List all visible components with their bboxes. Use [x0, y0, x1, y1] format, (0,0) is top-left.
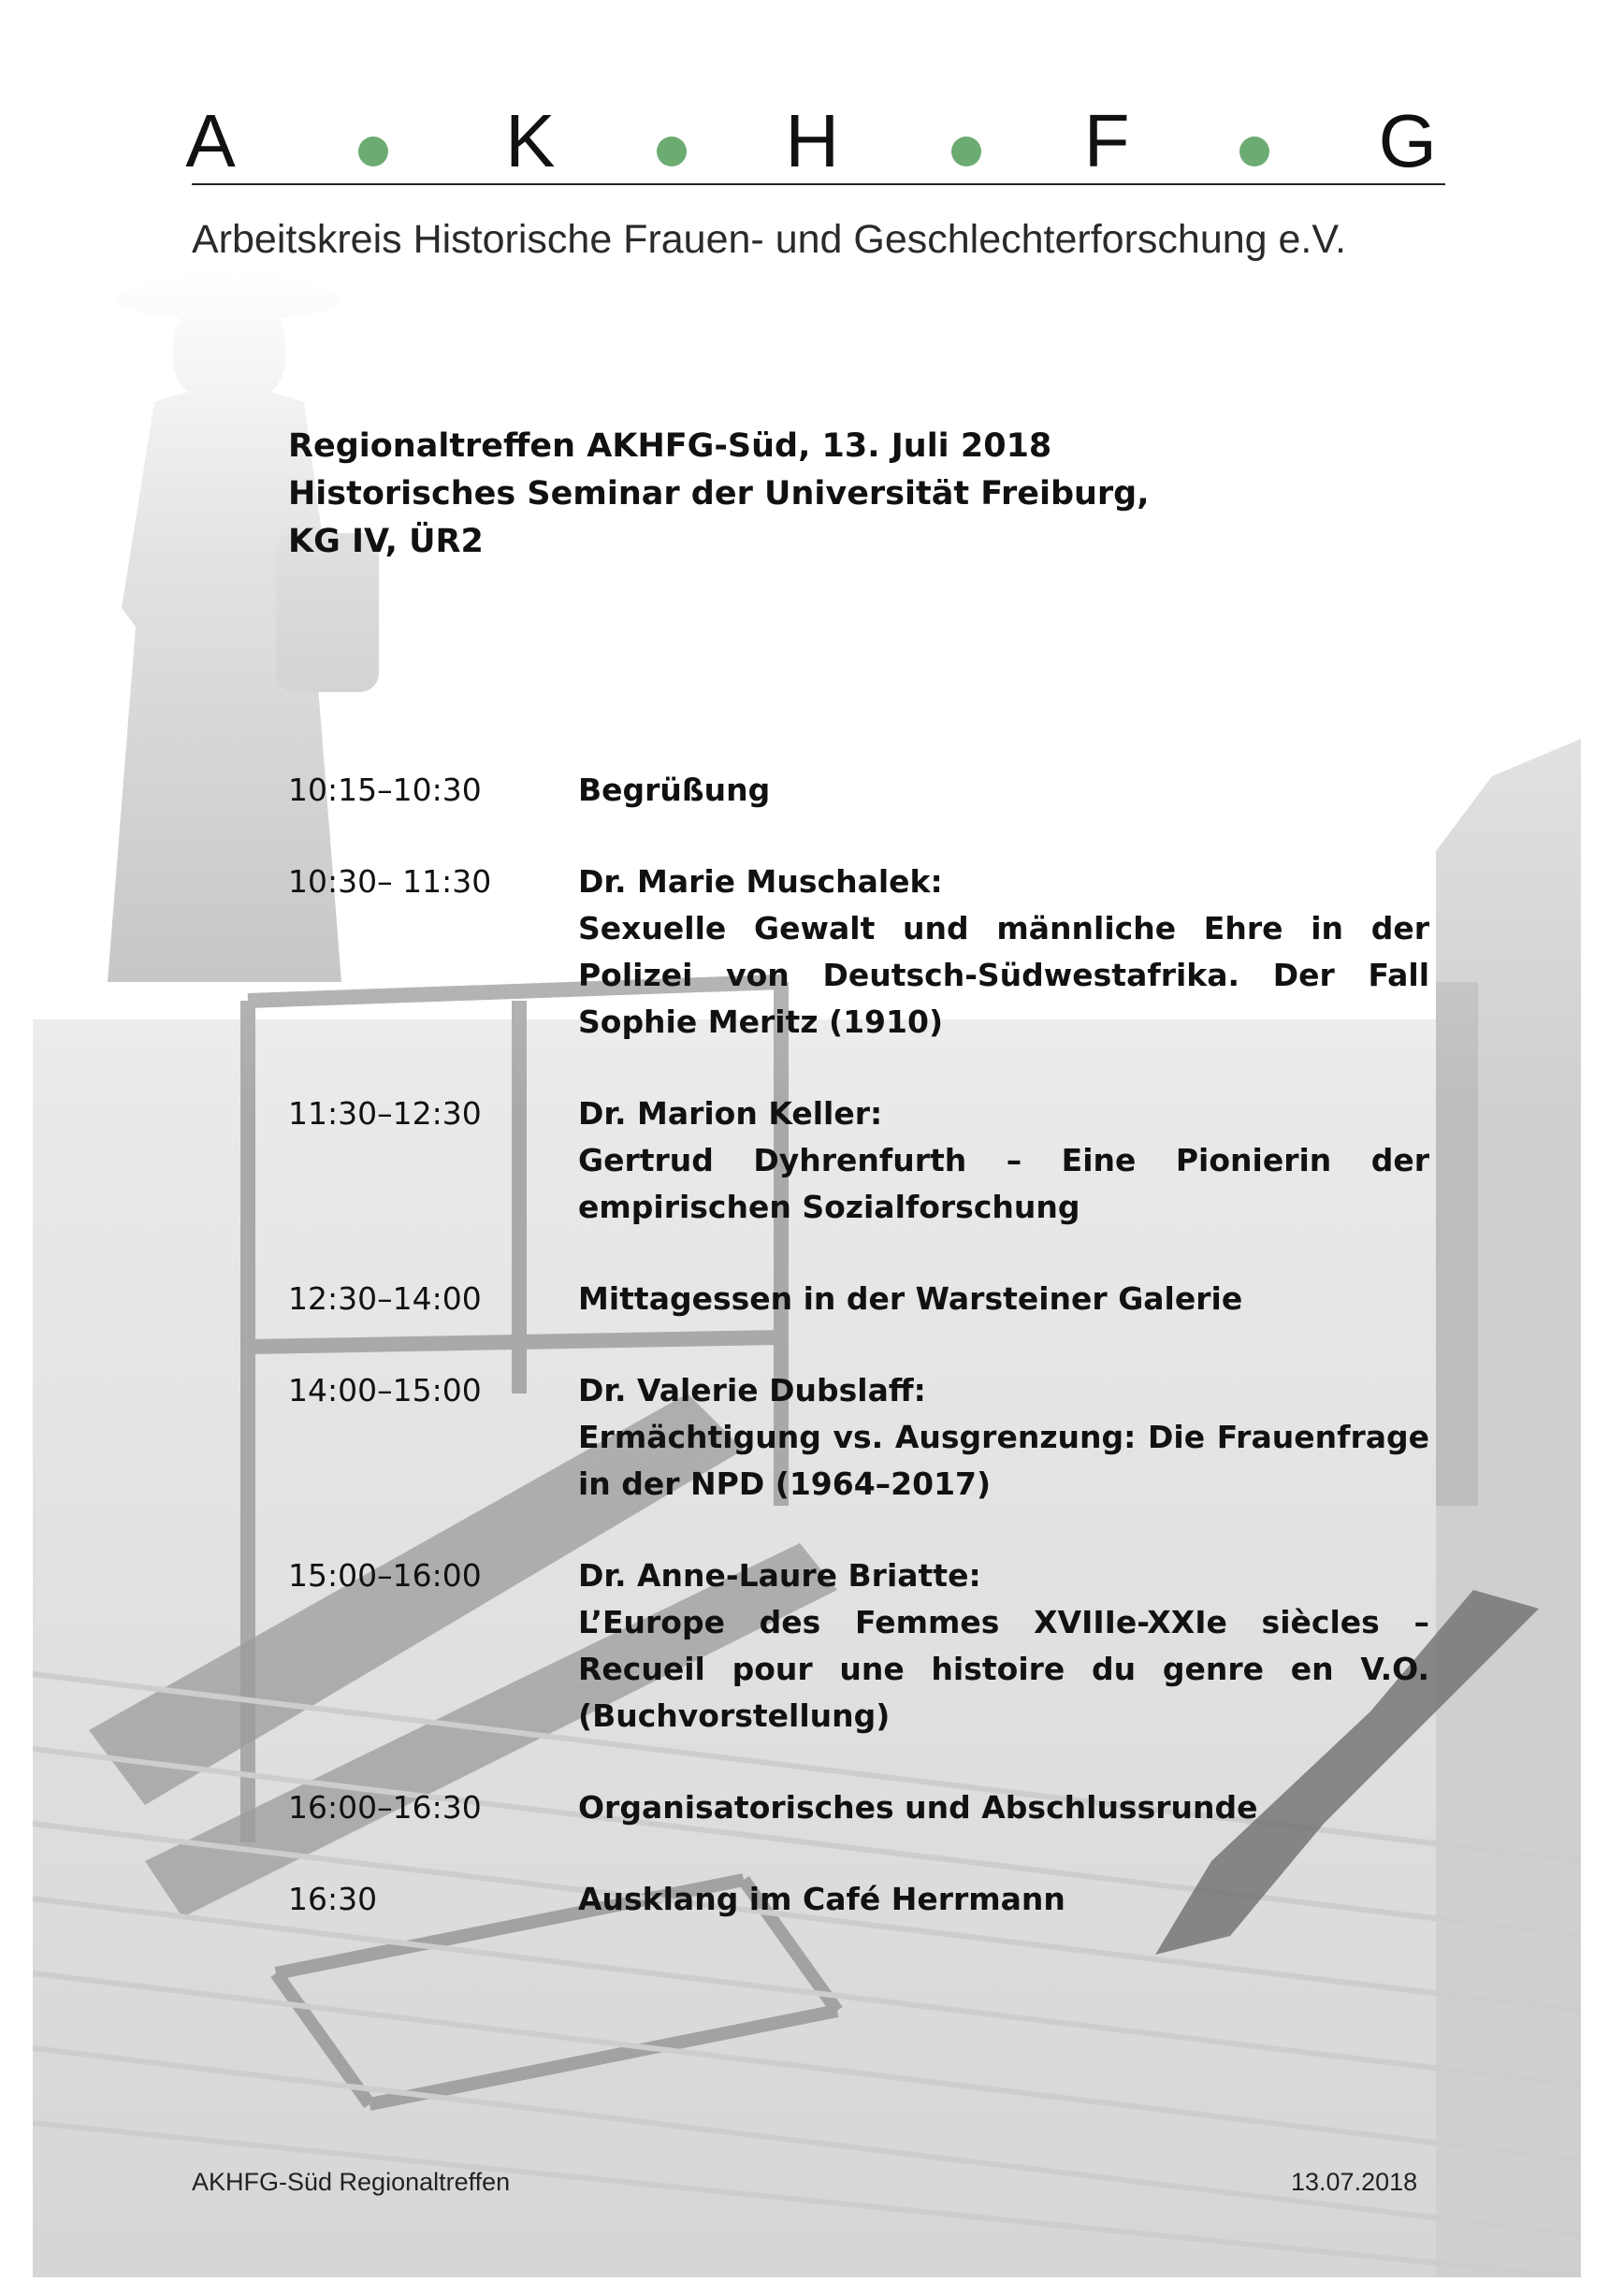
slot-time: 16:00–16:30 — [288, 1789, 482, 1826]
program-slot — [288, 1276, 1429, 1322]
program-slot — [288, 1367, 1429, 1508]
logo-rule — [192, 183, 1445, 185]
slot-time: 12:30–14:00 — [288, 1280, 482, 1317]
slot-body — [578, 1784, 1429, 1831]
event-title: Regionaltreffen AKHFG-Süd, 13. Juli 2018 — [288, 427, 1052, 465]
slot-body — [578, 1367, 1429, 1508]
logo-letter-g: G — [1378, 99, 1437, 182]
slot-title: Ausklang im Café Herrmann — [578, 1881, 1065, 1917]
program-slot — [288, 767, 1429, 814]
logo-dot — [358, 137, 388, 166]
logo-letter-a: A — [185, 99, 236, 182]
slot-time: 10:15–10:30 — [288, 772, 482, 808]
logo-letter-h: H — [785, 99, 840, 182]
slot-time: 15:00–16:00 — [288, 1557, 482, 1594]
slot-time: 14:00–15:00 — [288, 1372, 482, 1408]
slot-title: L’Europe des Femmes XVIIIe-XXIe siècles – Recueil pour une histoire du genre en V.O. (Buchvorstellung) — [578, 1604, 1429, 1734]
slot-time: 16:30 — [288, 1881, 378, 1917]
slot-body — [578, 859, 1429, 1046]
slot-title: Ermächtigung vs. Ausgrenzung: Die Frauenfrage in der NPD (1964–2017) — [578, 1419, 1429, 1502]
slot-title: Organisatorisches und Abschlussrunde — [578, 1789, 1258, 1826]
slot-body — [578, 1876, 1429, 1923]
organization-name: Arbeitskreis Historische Frauen- und Geschlechterforschung e.V. — [192, 217, 1347, 262]
slot-body — [578, 1276, 1429, 1322]
program-slot — [288, 859, 1429, 1046]
slot-body — [578, 767, 1429, 814]
program-slot — [288, 1552, 1429, 1740]
event-header — [288, 423, 1150, 566]
slot-time: 10:30– 11:30 — [288, 863, 492, 900]
slot-speaker: Dr. Anne-Laure Briatte: — [578, 1557, 981, 1594]
slot-speaker: Dr. Valerie Dubslaff: — [578, 1372, 926, 1408]
slot-title: Sexuelle Gewalt und männliche Ehre in der Polizei von Deutsch-Südwestafrika. Der Fall Sophie Meritz (1910) — [578, 910, 1429, 1040]
program-slot — [288, 1876, 1429, 1923]
program-schedule — [288, 767, 1429, 1923]
logo-letter-f: F — [1083, 99, 1130, 182]
slot-speaker: Dr. Marie Muschalek: — [578, 863, 943, 900]
event-room: KG IV, ÜR2 — [288, 523, 484, 560]
slot-time: 11:30–12:30 — [288, 1095, 482, 1132]
logo-dot — [1239, 137, 1269, 166]
slot-speaker: Dr. Marion Keller: — [578, 1095, 883, 1132]
event-venue: Historisches Seminar der Universität Freiburg, — [288, 475, 1150, 513]
slot-title: Mittagessen in der Warsteiner Galerie — [578, 1280, 1243, 1317]
slot-body — [578, 1552, 1429, 1740]
program-slot — [288, 1090, 1429, 1231]
logo-dot — [657, 137, 687, 166]
logo-letter-k: K — [505, 99, 556, 182]
program-slot — [288, 1784, 1429, 1831]
slot-title: Begrüßung — [578, 772, 771, 808]
logo — [185, 99, 1445, 185]
slot-body — [578, 1090, 1429, 1231]
logo-dot — [951, 137, 981, 166]
slot-title: Gertrud Dyhrenfurth – Eine Pionierin der empirischen Sozialforschung — [578, 1142, 1429, 1225]
footer-title: AKHFG-Süd Regionaltreffen — [192, 2168, 511, 2196]
footer-date: 13.07.2018 — [1291, 2168, 1418, 2196]
